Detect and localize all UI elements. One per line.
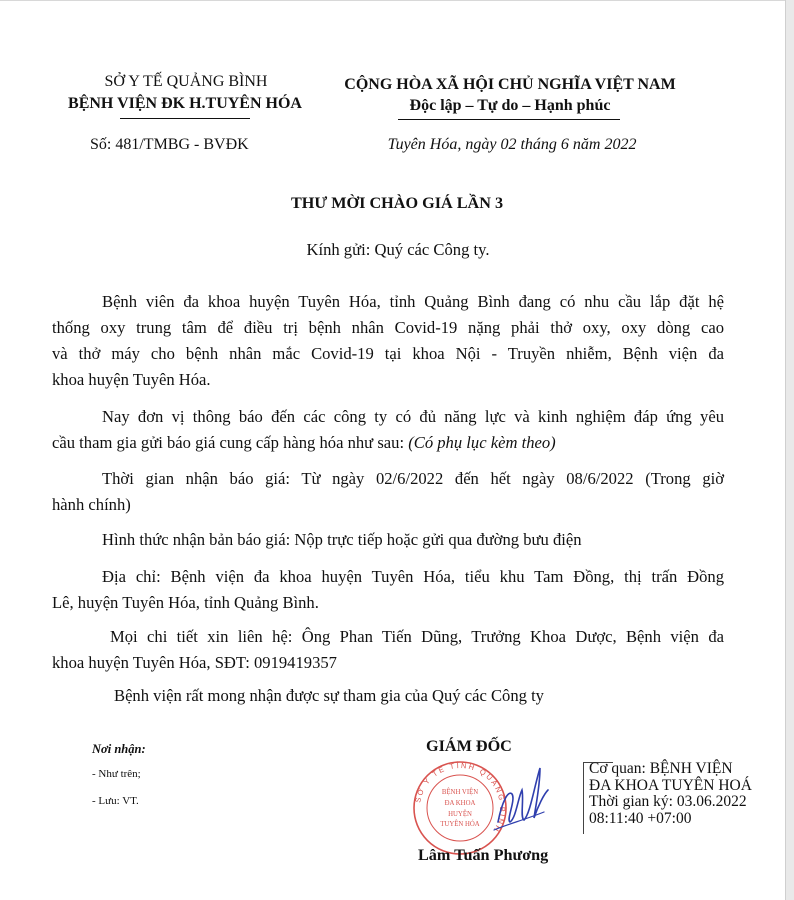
paragraph-line: Thời gian nhận báo giá: Từ ngày 02/6/2022 đến hết ngày 08/6/2022 (Trong giờ	[102, 469, 724, 488]
paragraph-submission-method	[52, 527, 724, 553]
paragraph-address	[52, 564, 724, 616]
digital-signature-line: Cơ quan: BỆNH VIỆN	[589, 760, 733, 777]
signer-name: Lâm Tuấn Phương	[418, 846, 549, 864]
paragraph-line	[52, 430, 724, 456]
handwritten-signature	[488, 760, 558, 840]
paragraph-invitation	[52, 404, 724, 456]
paragraph-line: khoa huyện Tuyên Hóa, SĐT: 0919419357	[52, 653, 337, 672]
motto-underline	[398, 119, 620, 120]
digital-signature-border	[583, 762, 584, 834]
agency-name: SỞ Y TẾ QUẢNG BÌNH	[104, 73, 268, 90]
paragraph-line: Mọi chi tiết xin liên hệ: Ông Phan Tiến Dũng, Trưởng Khoa Dược, Bệnh viện đa	[110, 627, 724, 646]
stamp-text: HUYỆN	[448, 811, 472, 818]
greeting: Kính gửi: Quý các Công ty.	[306, 240, 490, 259]
paragraph-line: Bệnh viên đa khoa huyện Tuyên Hóa, tỉnh Quảng Bình đang có nhu cầu lắp đặt hệ	[102, 292, 724, 311]
paragraph-quote-period	[52, 466, 724, 518]
paragraph-line: Nay đơn vị thông báo đến các công ty có đủ năng lực và kinh nghiệm đáp ứng yêu	[102, 407, 724, 426]
hospital-name: BỆNH VIỆN ĐK H.TUYÊN HÓA	[68, 95, 302, 112]
document-number: Số: 481/TMBG - BVĐK	[90, 136, 249, 153]
recipients-label: Nơi nhận:	[92, 742, 146, 756]
paragraph-line: và thở máy cho bệnh nhân mắc Covid-19 tại khoa Nội - Truyền nhiễm, Bệnh viện đa	[52, 344, 724, 363]
national-motto: Độc lập – Tự do – Hạnh phúc	[409, 97, 611, 114]
digital-signature-info	[589, 761, 752, 827]
paragraph-line: thống oxy trung tâm để điều trị bệnh nhân Covid-19 nặng phải thở oxy, oxy dòng cao	[52, 318, 724, 337]
stamp-ring-text: SỞ Y TẾ TỈNH QUẢNG BÌNH	[413, 760, 508, 835]
digital-signature-line: 08:11:40 +07:00	[589, 809, 692, 827]
paragraph-line: Hình thức nhận bản báo giá: Nộp trực tiếp hoặc gửi qua đường bưu điện	[102, 530, 582, 549]
stamp-text: ĐA KHOA	[444, 800, 476, 807]
paragraph-closing	[52, 683, 724, 709]
paragraph-line: hành chính)	[52, 495, 131, 514]
stamp-text: BỆNH VIỆN	[441, 789, 479, 796]
digital-signature-line: Thời gian ký: 03.06.2022	[589, 793, 747, 810]
digital-signature-line: ĐA KHOA TUYÊN HOÁ	[589, 776, 752, 794]
recipient-item: - Như trên;	[92, 768, 141, 780]
page-top-edge	[0, 0, 786, 1]
paragraph-contact	[52, 624, 724, 676]
paragraph-text: cầu tham gia gửi báo giá cung cấp hàng hóa như sau:	[52, 433, 405, 452]
viewer-scrollbar[interactable]	[785, 0, 794, 900]
paragraph-need	[52, 289, 724, 393]
paragraph-line: Địa chỉ: Bệnh viện đa khoa huyện Tuyên Hóa, tiểu khu Tam Đồng, thị trấn Đồng	[102, 567, 724, 586]
paragraph-line: Bệnh viện rất mong nhận được sự tham gia của Quý các Công ty	[114, 686, 544, 705]
document-date: Tuyên Hóa, ngày 02 tháng 6 năm 2022	[387, 136, 637, 153]
paragraph-line: Lê, huyện Tuyên Hóa, tỉnh Quảng Bình.	[52, 593, 319, 612]
appendix-note: (Có phụ lục kèm theo)	[408, 433, 556, 452]
paragraph-line: khoa huyện Tuyên Hóa.	[52, 370, 211, 389]
recipient-item: - Lưu: VT.	[92, 795, 139, 807]
hospital-underline	[120, 118, 250, 119]
letter-title: THƯ MỜI CHÀO GIÁ LẦN 3	[290, 194, 504, 212]
signer-role: GIÁM ĐỐC	[426, 737, 512, 755]
nation-name: CỘNG HÒA XÃ HỘI CHỦ NGHĨA VIỆT NAM	[344, 76, 676, 93]
stamp-text: TUYÊN HÓA	[440, 821, 480, 828]
